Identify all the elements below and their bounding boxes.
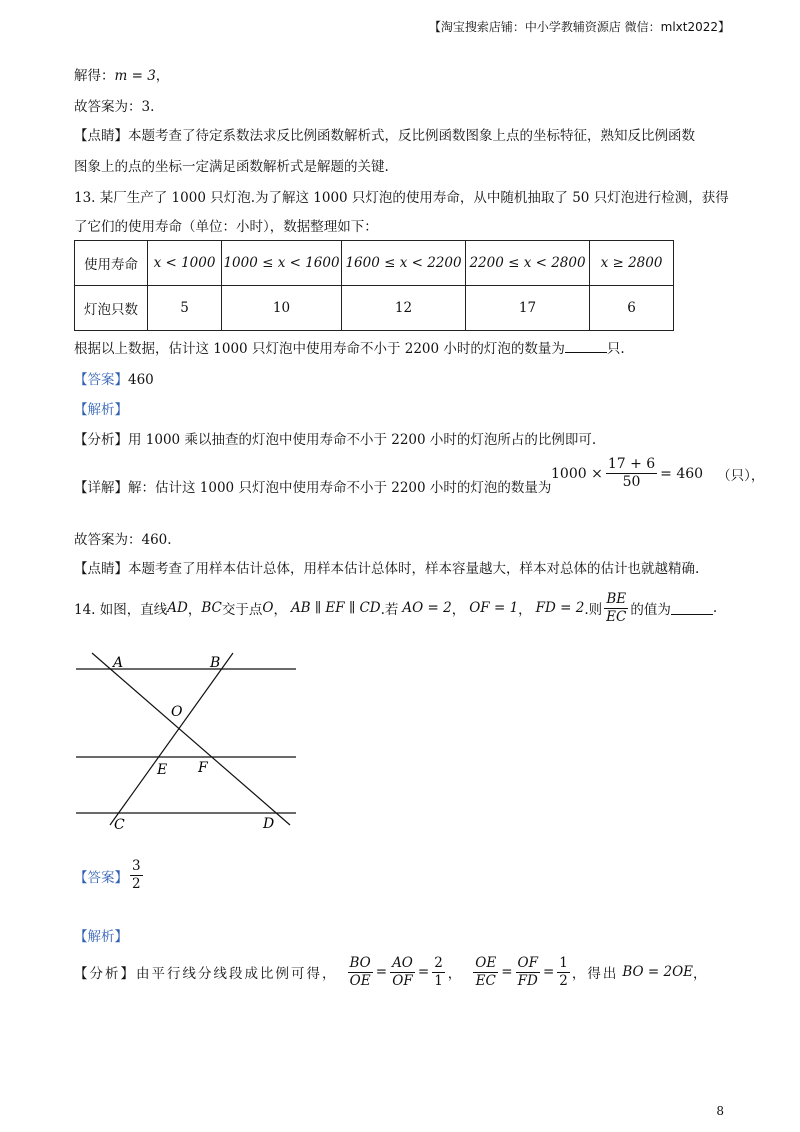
formula-fraction [606,456,657,491]
q13-question-suffix: 只. [606,341,625,357]
q14-fd: FD = 2 [535,600,585,616]
table-cell: 10 [222,286,342,331]
fraction-denominator: EC [606,608,627,625]
equals-sign: = [417,964,430,980]
label-c: C [114,817,125,833]
fraction-denominator: 2 [132,876,141,892]
formula-unit: （只）， [717,467,765,484]
q14-geometry-figure [70,645,310,835]
q14-fenxi-line [74,950,709,994]
q12-comment-line2: 图象上的点的坐标一定满足函数解析式是解题的关键. [74,159,389,175]
table-row-label: 灯泡只数 [75,286,148,331]
table-header-cell: 1000 ≤ x < 1600 [222,241,342,286]
fraction-numerator: 1 [559,954,568,971]
table-row-label: 使用寿命 [75,241,148,286]
q13-formula [551,456,764,491]
table-header-cell: 2200 ≤ x < 2800 [466,241,590,286]
fraction-numerator: OF [517,954,538,971]
q14-stem [74,586,717,630]
q13-detail-line [74,476,551,496]
q13-answer-line [74,368,154,388]
ratio-fraction [432,955,445,990]
equals-sign: = [375,964,388,980]
q13-comment-line [74,557,699,577]
ratio-fraction [557,955,570,990]
equals-sign: = [542,964,555,980]
q14-stem-fraction [604,591,628,626]
q12-solve-line [74,64,169,84]
answer-blank [565,340,607,353]
formula-left: 1000 × [551,465,603,482]
fraction-denominator: OF [392,972,413,989]
formula-numerator: 17 + 6 [607,456,656,472]
fraction-denominator: EC [475,972,496,989]
q12-solve-math: m = 3 [114,68,156,84]
q13-question [74,337,625,357]
fraction-numerator: 3 [132,858,141,874]
q14-o: O [262,600,274,616]
q13-detail-text: 解：估计这 1000 只灯泡中使用寿命不小于 2200 小时的灯泡的数量为 [128,480,552,496]
q12-answer: 故答案为：3. [74,99,155,115]
q12-comment-text1: 本题考查了待定系数法求反比例函数解析式，反比例函数图象上点的坐标特征，熟知反比例函数 [128,128,695,144]
q14-c2: ， [518,602,532,618]
fraction-numerator: AO [392,954,413,971]
label-a: A [113,655,124,671]
q13-question-prefix: 根据以上数据，估计这 1000 只灯泡中使用寿命不小于 2200 小时的灯泡的数量为 [74,341,565,357]
ratio-fraction [390,955,415,990]
q14-stem-prefix: 14. 如图，直线 [74,602,168,618]
q14-answer-fraction [130,858,143,893]
q14-then: .则 [584,602,603,618]
q13-stem-line2: 了它们的使用寿命（单位：小时），数据整理如下： [74,219,378,235]
ratio-fraction [473,955,498,990]
page-header: 【淘宝搜索店铺：中小学教辅资源店 微信：mlxt2022】 [428,20,730,34]
table-header-cell: x < 1000 [148,241,222,286]
detail-tag: 【详解】 [74,480,128,496]
label-b: B [210,655,221,671]
table-header-cell: x ≥ 2800 [590,241,674,286]
q14-end: . [712,600,718,616]
separator: ， [447,966,462,982]
equals-sign: = [501,964,513,980]
q12-solve-prefix: 解得： [74,68,115,84]
fraction-numerator: BO [349,954,371,971]
answer-blank [671,602,713,615]
fraction-denominator: 2 [559,972,568,989]
table-cell: 12 [342,286,466,331]
q13-final-answer: 故答案为：460. [74,532,172,548]
q13-comment-text: 本题考查了用样本估计总体，用样本估计总体时，样本容量越大，样本对总体的估计也就越精确. [128,561,700,577]
table-header-cell: 1600 ≤ x < 2200 [342,241,466,286]
label-o: O [171,704,183,720]
fraction-denominator: OE [349,972,371,989]
q13-analysis-tag: 【解析】 [74,402,128,418]
comment-tag: 【点睛】 [74,561,128,577]
page-number: 8 [716,1104,724,1118]
table-cell: 5 [148,286,222,331]
q14-of: OF = 1 [469,600,519,616]
label-e: E [157,762,168,778]
table-cell: 6 [590,286,674,331]
q14-if: .若 [380,602,399,618]
q14-conclusion-prefix: ，得出 [571,966,619,982]
q14-analysis-tag: 【解析】 [74,929,128,945]
q14-comma: ， [273,602,287,618]
q14-c1: ， [451,602,466,618]
ratio-fraction [348,955,373,990]
q14-ratio-formula [348,955,570,990]
q12-solve-suffix: ， [155,68,170,84]
formula-right: = 460 [660,465,704,482]
table-cell: 17 [466,286,590,331]
fraction-numerator: OE [475,954,497,971]
fraction-numerator: 2 [434,954,443,971]
line-bc [110,653,233,825]
q14-ad: AD [167,600,188,616]
q13-stem-line1: 13. 某厂生产了 1000 只灯泡.为了解这 1000 只灯泡的使用寿命，从中随机抽取了 50 只灯泡进行检测，获得 [74,190,729,206]
q14-conclusion-math: BO = 2OE [622,964,694,980]
fraction-numerator: BE [606,590,627,607]
q13-data-table [74,240,674,331]
q14-parallel: AB ∥ EF ∥ CD [290,600,381,616]
q14-fenxi-text: 由平行线分线段成比例可得， [136,966,338,982]
q14-bc: BC [201,600,222,616]
q14-answer-line [74,858,143,893]
ratio-fraction [516,955,540,990]
fraction-denominator: 1 [434,972,443,989]
answer-tag: 【答案】 [74,372,128,388]
q13-fenxi-text: 用 1000 乘以抽查的灯泡中使用寿命不小于 2200 小时的灯泡所占的比例即可. [128,432,597,448]
q12-comment-line1 [74,124,695,144]
fenxi-tag: 【分析】 [74,966,136,982]
fraction-denominator: FD [517,972,538,989]
q12-comment-tag: 【点睛】 [74,128,128,144]
answer-tag: 【答案】 [74,869,128,886]
q13-fenxi-line [74,428,596,448]
line-ad [92,653,290,825]
q14-meet: 交于点 [221,602,263,618]
label-d: D [263,816,275,832]
q13-answer-value: 460 [128,372,154,388]
label-f: F [198,760,208,776]
table-row [75,241,674,286]
q14-ao: AO = 2 [402,600,452,616]
q14-value: 的值为 [630,602,671,618]
table-row [75,286,674,331]
formula-denominator: 50 [622,474,641,490]
q14-sep: ， [187,602,202,618]
q14-conclusion-suffix: ， [693,966,709,982]
fenxi-tag: 【分析】 [74,432,128,448]
